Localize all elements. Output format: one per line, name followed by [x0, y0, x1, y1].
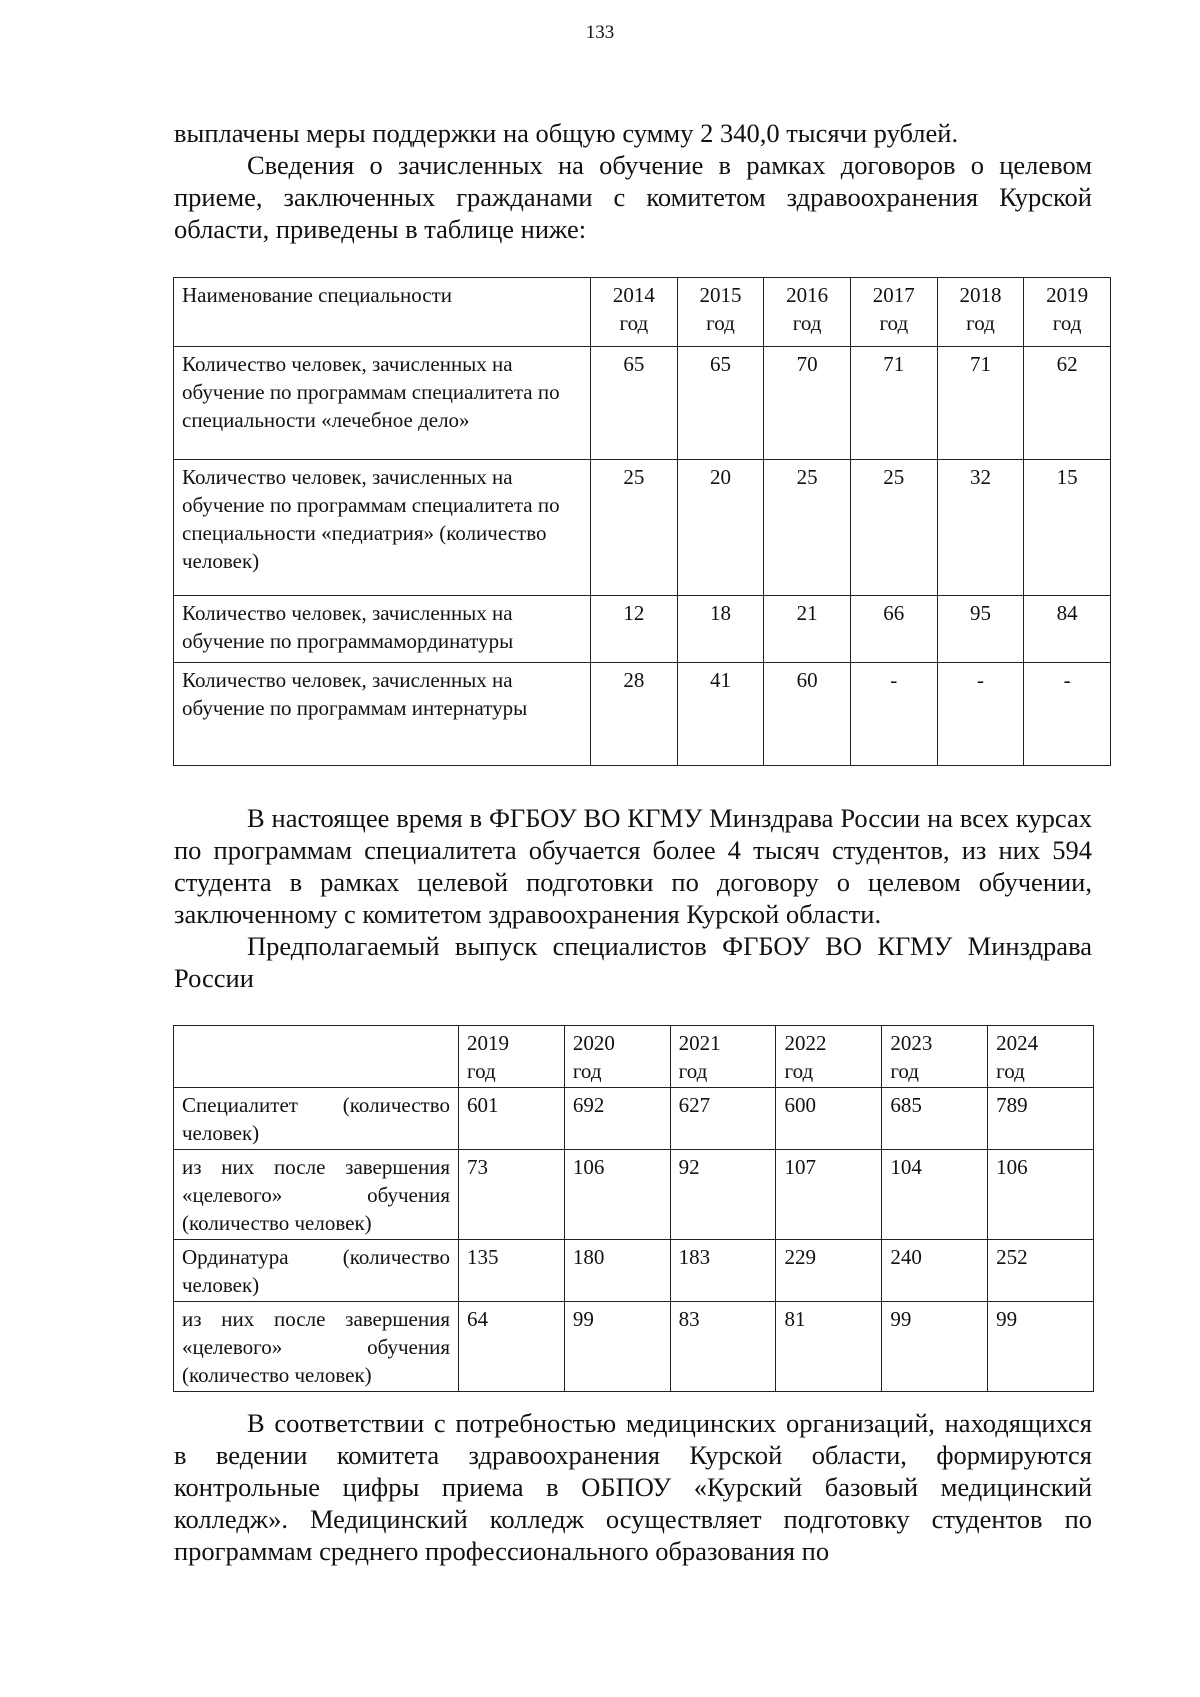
paragraph-graduation-heading: Предполагаемый выпуск специалистов ФГБОУ ВО КГМУ Минздрава России — [174, 931, 1092, 993]
text-block-college — [174, 1407, 1092, 1567]
page-number: 133 — [585, 22, 615, 43]
table-row — [174, 460, 1111, 596]
table-row — [174, 596, 1111, 663]
table-row — [174, 1088, 1094, 1150]
table-cell: 60 — [764, 663, 851, 766]
table-cell: 25 — [850, 460, 937, 596]
column-header-empty — [174, 1026, 459, 1088]
table-cell: 25 — [591, 460, 678, 596]
table-cell: 65 — [591, 347, 678, 460]
table-cell: 71 — [937, 347, 1024, 460]
table-cell: 92 — [670, 1150, 776, 1240]
table-cell: 240 — [882, 1240, 988, 1302]
paragraph-students: В настоящее время в ФГБОУ ВО КГМУ Минздрава России на всех курсах по программам специалитета обучается более 4 тысяч студентов, из них 594 студента в рамках целевой подготовки по договору о целевом обучении, заключенному с комитетом здравоохранения Курской области. — [174, 803, 1092, 929]
column-header-year: 2019 год — [459, 1026, 565, 1088]
row-label: Количество человек, зачисленных на обучение по программамординатуры — [174, 596, 591, 663]
table-cell: 18 — [677, 596, 764, 663]
table-cell: 685 — [882, 1088, 988, 1150]
paragraph-college: В соответствии с потребностью медицинских организаций, находящихся в ведении комитета здравоохранения Курской области, формируются контрольные цифры приема в ОБПОУ «Курский базовый медицинский колледж». Медицинский колледж осуществляет подготовку студентов по программам среднего профессионального образования по — [174, 1408, 1092, 1566]
table-cell: 135 — [459, 1240, 565, 1302]
table-cell: 73 — [459, 1150, 565, 1240]
table-cell: 21 — [764, 596, 851, 663]
row-label: из них после завершения «целевого» обучения (количество человек) — [174, 1302, 459, 1392]
row-label: Количество человек, зачисленных на обучение по программам специалитета по специальности «лечебное дело» — [174, 347, 591, 460]
table-cell: 28 — [591, 663, 678, 766]
column-header-year: 2024 год — [988, 1026, 1094, 1088]
target-admission-table — [173, 277, 1111, 766]
table-cell: 692 — [564, 1088, 670, 1150]
table-cell: - — [850, 663, 937, 766]
column-header-year: 2021 год — [670, 1026, 776, 1088]
paragraph-support-sum: выплачены меры поддержки на общую сумму 2 340,0 тысячи рублей. — [174, 118, 959, 148]
table-cell: 183 — [670, 1240, 776, 1302]
table-cell: 20 — [677, 460, 764, 596]
column-header-year: 2020 год — [564, 1026, 670, 1088]
table-cell: 70 — [764, 347, 851, 460]
column-header-specialty: Наименование специальности — [174, 278, 591, 347]
column-header-year: 2018 год — [937, 278, 1024, 347]
table-cell: 627 — [670, 1088, 776, 1150]
table-row — [174, 663, 1111, 766]
graduation-forecast-table — [173, 1025, 1094, 1392]
table-header-row — [174, 1026, 1094, 1088]
table-row — [174, 347, 1111, 460]
table-cell: 41 — [677, 663, 764, 766]
table-cell: 25 — [764, 460, 851, 596]
row-label: Количество человек, зачисленных на обучение по программам специалитета по специальности «педиатрия» (количество человек) — [174, 460, 591, 596]
row-label: Специалитет (количество человек) — [174, 1088, 459, 1150]
text-block-university — [174, 802, 1092, 994]
table-cell: 95 — [937, 596, 1024, 663]
row-label: Количество человек, зачисленных на обучение по программам интернатуры — [174, 663, 591, 766]
table-cell: 99 — [564, 1302, 670, 1392]
table-cell: 84 — [1024, 596, 1111, 663]
table-cell: 15 — [1024, 460, 1111, 596]
table-cell: - — [1024, 663, 1111, 766]
table-row — [174, 1150, 1094, 1240]
table-cell: 65 — [677, 347, 764, 460]
table-cell: 106 — [988, 1150, 1094, 1240]
column-header-year: 2017 год — [850, 278, 937, 347]
table-row — [174, 1302, 1094, 1392]
table-cell: 66 — [850, 596, 937, 663]
row-label: Ординатура (количество человек) — [174, 1240, 459, 1302]
table-cell: 601 — [459, 1088, 565, 1150]
table-cell: 789 — [988, 1088, 1094, 1150]
table-row — [174, 1240, 1094, 1302]
column-header-year: 2019 год — [1024, 278, 1111, 347]
table-cell: 229 — [776, 1240, 882, 1302]
table-cell: - — [937, 663, 1024, 766]
text-block-intro — [174, 117, 1092, 245]
table-cell: 107 — [776, 1150, 882, 1240]
table-header-row — [174, 278, 1111, 347]
column-header-year: 2014 год — [591, 278, 678, 347]
table-cell: 12 — [591, 596, 678, 663]
column-header-year: 2022 год — [776, 1026, 882, 1088]
column-header-year: 2015 год — [677, 278, 764, 347]
table-cell: 252 — [988, 1240, 1094, 1302]
table-cell: 106 — [564, 1150, 670, 1240]
table-cell: 62 — [1024, 347, 1111, 460]
table-cell: 180 — [564, 1240, 670, 1302]
paragraph-target-admission: Сведения о зачисленных на обучение в рамках договоров о целевом приеме, заключенных гражданами с комитетом здравоохранения Курской области, приведены в таблице ниже: — [174, 150, 1092, 244]
table-cell: 64 — [459, 1302, 565, 1392]
table-cell: 71 — [850, 347, 937, 460]
column-header-year: 2023 год — [882, 1026, 988, 1088]
row-label: из них после завершения «целевого» обучения (количество человек) — [174, 1150, 459, 1240]
table-cell: 99 — [988, 1302, 1094, 1392]
table-cell: 81 — [776, 1302, 882, 1392]
table-cell: 83 — [670, 1302, 776, 1392]
table-cell: 600 — [776, 1088, 882, 1150]
table-cell: 99 — [882, 1302, 988, 1392]
column-header-year: 2016 год — [764, 278, 851, 347]
table-cell: 32 — [937, 460, 1024, 596]
table-cell: 104 — [882, 1150, 988, 1240]
